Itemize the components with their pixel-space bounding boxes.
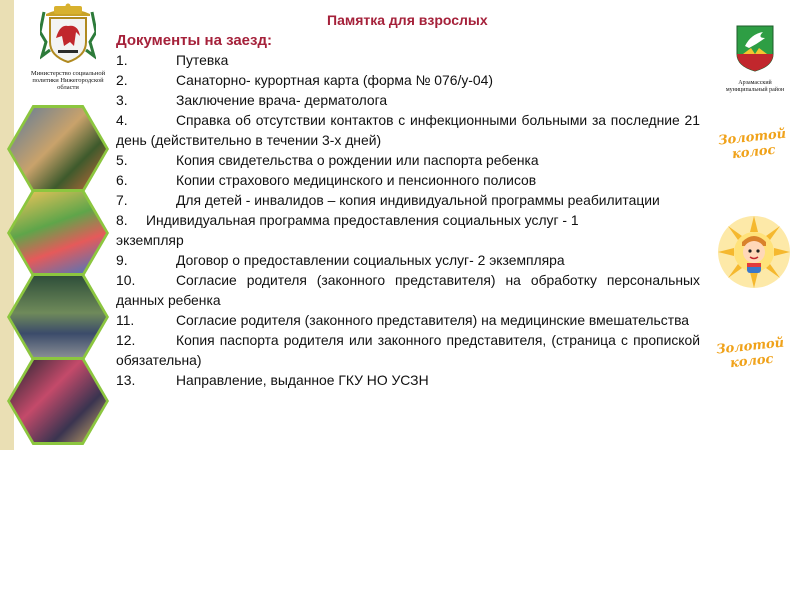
item-text: Направление, выданное ГКУ НО УСЗН [176,372,429,388]
ministry-logo [30,2,106,91]
item-text: Санаторно- курортная карта (форма № 076/у-04) [176,72,493,88]
item-number: 12. [116,332,136,348]
item-number: 8. [116,212,128,228]
item-text: Копия свидетельства о рождении или паспорта ребенка [176,152,539,168]
list-item [116,150,700,170]
item-number: 4. [116,112,128,128]
item-number: 6. [116,172,128,188]
item-number: 13. [116,372,136,388]
district-name: Арзамасский муниципальный район [725,80,785,93]
nizhny-novgorod-coat-of-arms-icon [40,2,96,64]
item-number: 11. [116,312,135,328]
zolotoy-kolos-badge: Золотой колос [717,126,787,163]
item-text: Путевка [176,52,229,68]
list-item [116,70,700,90]
item-text: Согласие родителя (законного представителя) на медицинские вмешательства [176,312,690,328]
list-item [116,90,700,110]
item-text: Заключение врача- дерматолога [176,92,388,108]
list-item [116,270,700,310]
item-text: Копии страхового медицинского и пенсионного полисов [176,172,537,188]
zolotoy-kolos-badge-2: Золотой колос [715,335,785,372]
list-item [116,330,700,370]
arzamas-coat-of-arms-icon [735,24,775,72]
item-number: 5. [116,152,128,168]
list-item [116,210,626,250]
item-text: Согласие родителя (законного представителя) на обработку персональных данных ребенка [116,272,700,308]
list-item [116,370,700,390]
sun-mascot-icon [714,212,794,292]
sun-mascot [714,212,794,292]
list-item [116,310,700,330]
list-item [116,250,700,270]
item-number: 9. [116,252,128,268]
item-number: 2. [116,72,128,88]
item-text: Договор о предоставлении социальных услуг- 2 экземпляра [176,252,565,268]
documents-list [116,50,700,390]
list-item [116,170,700,190]
item-text: Для детей - инвалидов – копия индивидуальной программы реабилитации [176,192,660,208]
list-item [116,190,700,210]
item-text: Справка об отсутствии контактов с инфекционными больными за последние 21 день (действительно в течении 3-х дней) [116,112,700,148]
ministry-name: Министерство социальной политики Нижегородской области [30,70,106,91]
item-number: 3. [116,92,128,108]
page-title: Памятка для взрослых [327,12,488,28]
district-logo [722,24,788,94]
item-number: 10. [116,272,136,288]
list-item [116,110,700,150]
item-number: 7. [116,192,128,208]
section-heading: Документы на заезд: [116,32,272,49]
item-text: Копия паспорта родителя или законного представителя, (страница с пропиской обязательна) [116,332,700,368]
list-item [116,50,700,70]
item-number: 1. [116,52,128,68]
item-text: Индивидуальная программа предоставления социальных услуг - 1 экземпляр [116,212,579,248]
